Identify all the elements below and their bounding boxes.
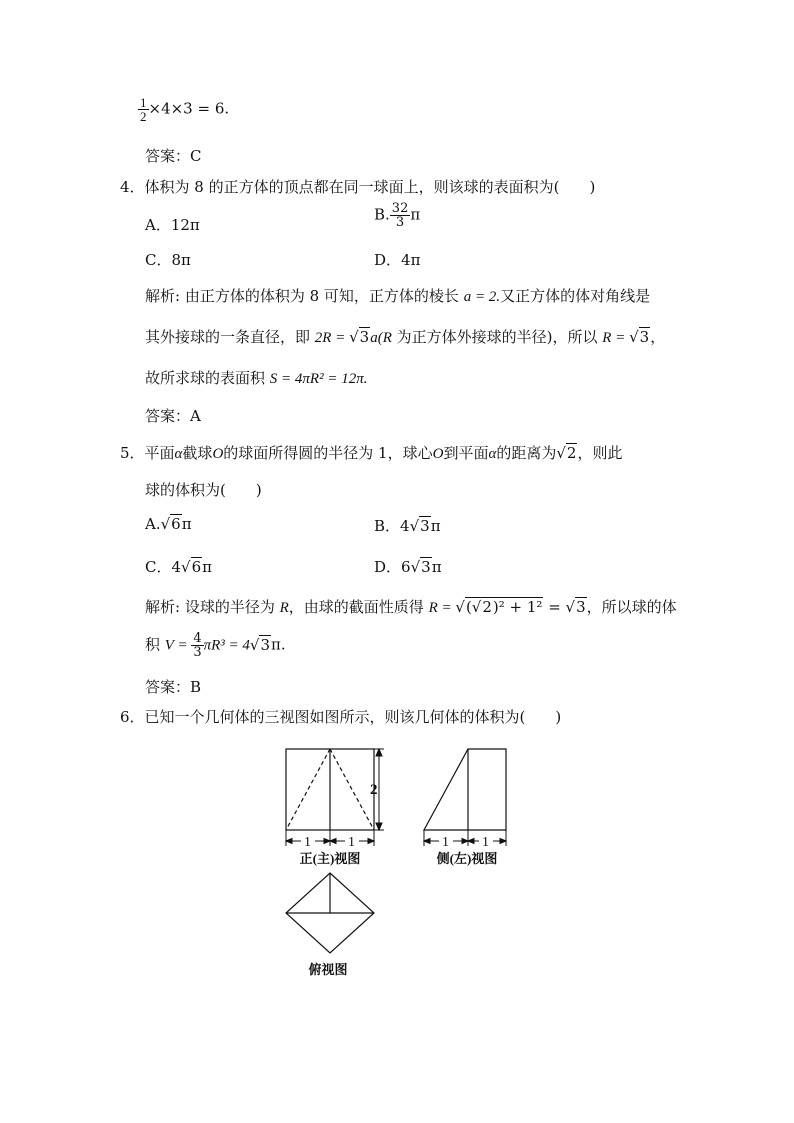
text: 5．平面 bbox=[120, 444, 175, 462]
option-b-suffix: π bbox=[410, 205, 421, 224]
sqrt-symbol: √3 bbox=[349, 328, 370, 346]
q5-solution-line2 bbox=[145, 632, 286, 659]
radicand: 6 bbox=[191, 558, 202, 576]
text: ， bbox=[650, 328, 666, 346]
text: 的球面所得圆的半径为 1，球心 bbox=[223, 444, 433, 462]
side-view bbox=[424, 749, 506, 830]
text: 为正方体外接球的半径)，所以 bbox=[396, 328, 598, 346]
q5-option-c bbox=[145, 556, 212, 577]
text: ，则此 bbox=[577, 444, 623, 462]
radicand: 3 bbox=[260, 635, 270, 654]
text: ，所以球的体 bbox=[586, 598, 677, 616]
radicand: 3 bbox=[359, 328, 370, 346]
math: R = bbox=[428, 600, 456, 616]
side-view-outline bbox=[424, 749, 506, 830]
three-view-diagram bbox=[270, 740, 520, 990]
q4-solution-line1 bbox=[145, 285, 650, 306]
q3-answer: 答案：C bbox=[145, 147, 202, 165]
q5-solution-line1 bbox=[145, 596, 677, 617]
sqrt-symbol: √3 bbox=[410, 558, 431, 576]
sqrt-symbol: √2 bbox=[471, 598, 492, 616]
q4-solution-line2 bbox=[145, 326, 665, 347]
math: O bbox=[212, 446, 224, 462]
q4-solution-line3 bbox=[145, 367, 367, 388]
text: π bbox=[430, 517, 441, 535]
q5-option-d bbox=[374, 556, 442, 577]
q4-option-b bbox=[374, 202, 420, 229]
dim-label-1c: 1 bbox=[442, 835, 449, 850]
option-b-prefix: B. bbox=[374, 205, 390, 224]
text: B．4 bbox=[374, 517, 410, 535]
text: π bbox=[431, 558, 442, 576]
front-view bbox=[286, 749, 374, 830]
text: 的距离为 bbox=[496, 444, 557, 462]
front-view-width-dimension bbox=[286, 830, 374, 846]
q4-option-d: D．4π bbox=[374, 251, 421, 269]
math: α bbox=[174, 446, 183, 462]
frac-num: 32 bbox=[391, 201, 409, 216]
text: = bbox=[543, 598, 566, 616]
radicand: 3 bbox=[420, 517, 430, 535]
front-view-hidden-edge-right bbox=[330, 749, 374, 830]
top-view-label: 俯视图 bbox=[308, 962, 348, 977]
q4-option-a: A．12π bbox=[145, 216, 200, 234]
text: 解析: 由正方体的体积为 8 可知，正方体的棱长 bbox=[145, 287, 459, 305]
math: V = bbox=[164, 637, 192, 654]
sqrt-symbol: √3 bbox=[565, 598, 586, 616]
sqrt-symbol: √3 bbox=[629, 328, 650, 346]
text: ( bbox=[465, 598, 472, 616]
math: α bbox=[488, 446, 497, 462]
text: π bbox=[202, 558, 212, 576]
sqrt-symbol: √2 bbox=[556, 444, 577, 462]
q4-answer: 答案：A bbox=[145, 407, 201, 425]
math: a(R bbox=[370, 330, 392, 346]
math: O bbox=[432, 446, 444, 462]
radicand: 3 bbox=[576, 598, 586, 616]
height-label: 2 bbox=[370, 782, 378, 798]
q5-option-b bbox=[374, 515, 441, 536]
text: 其外接球的一条直径，即 bbox=[145, 328, 311, 346]
math: R bbox=[279, 600, 289, 616]
dim-label-1b: 1 bbox=[348, 835, 355, 850]
q4-stem: 4．体积为 8 的正方体的顶点都在同一球面上，则该球的表面积为( ) bbox=[120, 178, 596, 196]
q5-option-a bbox=[145, 515, 192, 533]
frac-num: 4 bbox=[193, 631, 202, 646]
text: 积 bbox=[145, 635, 161, 654]
radicand: 3 bbox=[421, 558, 431, 576]
side-view-width-dimension bbox=[424, 830, 506, 846]
sqrt-symbol: √3 bbox=[409, 517, 430, 535]
top-view bbox=[286, 873, 374, 953]
math: R = bbox=[602, 330, 630, 346]
radicand: 2 bbox=[566, 444, 577, 462]
text: π bbox=[181, 515, 192, 533]
q5-answer: 答案：B bbox=[145, 678, 202, 696]
math: a = 2. bbox=[463, 289, 501, 305]
text: 又正方体的体对角线是 bbox=[500, 287, 651, 305]
q4-option-c: C．8π bbox=[145, 251, 191, 269]
sqrt-symbol: √6 bbox=[160, 515, 181, 533]
text: π. bbox=[271, 635, 286, 654]
radicand: 2 bbox=[482, 598, 492, 616]
frac-den: 3 bbox=[395, 215, 405, 230]
text: 截球 bbox=[182, 444, 213, 462]
sqrt-symbol: √3 bbox=[249, 635, 270, 654]
radicand: 6 bbox=[171, 515, 181, 533]
text: C．4 bbox=[145, 558, 182, 576]
text: D．6 bbox=[374, 558, 411, 576]
front-view-label: 正(主)视图 bbox=[299, 851, 361, 866]
expr-rest: ×4×3 = 6. bbox=[148, 99, 230, 118]
front-view-hidden-edge-left bbox=[286, 749, 330, 830]
math: 2R = bbox=[314, 330, 350, 346]
frac-num: 1 bbox=[140, 95, 147, 110]
dim-label-1d: 1 bbox=[482, 835, 489, 850]
side-view-label: 侧(左)视图 bbox=[436, 851, 498, 866]
math: πR³ = 4 bbox=[203, 637, 250, 654]
top-expression bbox=[138, 96, 229, 123]
text: A. bbox=[145, 515, 161, 533]
q6-stem: 6．已知一个几何体的三视图如图所示，则该几何体的体积为( ) bbox=[120, 708, 562, 726]
math: S = 4πR² = 12π. bbox=[269, 371, 368, 387]
q5-stem-line2: 球的体积为( ) bbox=[145, 481, 262, 499]
text: ，由球的截面性质得 bbox=[288, 598, 424, 616]
radicand: 3 bbox=[639, 328, 650, 346]
q5-stem-line1 bbox=[120, 442, 622, 463]
text: 解析: 设球的半径为 bbox=[145, 598, 275, 616]
frac-den: 2 bbox=[140, 109, 147, 124]
text: 故所求球的表面积 bbox=[145, 369, 266, 387]
dim-label-1a: 1 bbox=[304, 835, 311, 850]
text: 到平面 bbox=[443, 444, 489, 462]
sqrt-symbol: √(√2)² + 1² bbox=[455, 598, 543, 616]
text: )² + 1² bbox=[492, 598, 543, 616]
sqrt-symbol: √6 bbox=[181, 558, 202, 576]
frac-den: 3 bbox=[193, 645, 202, 660]
